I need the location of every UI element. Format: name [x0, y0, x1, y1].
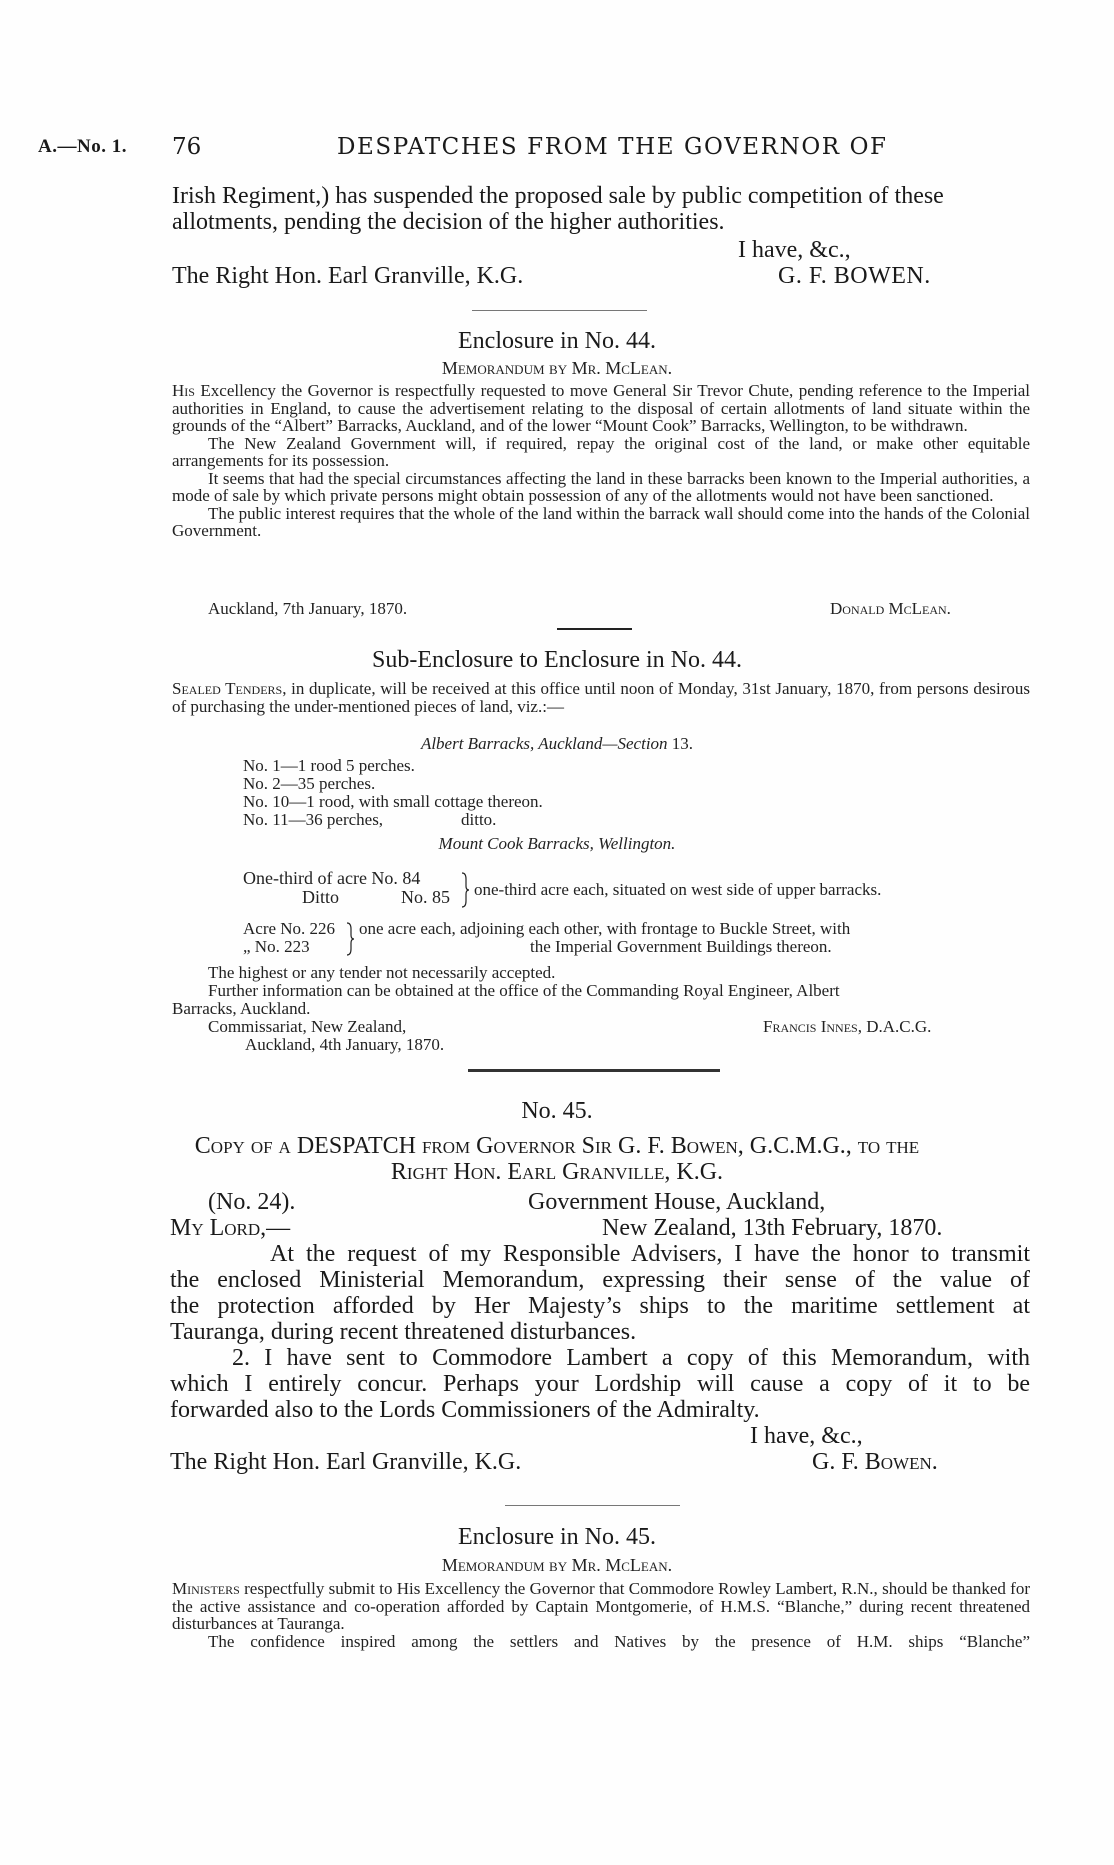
further-info-line-1: Further information can be obtained at the office of the Commanding Royal Engineer, Albert: [208, 981, 840, 1000]
list-item: No. 10—1 rood, with small cottage thereon.: [243, 792, 543, 811]
enclosure-45-memo-title: Memorandum by Mr. McLean.: [441, 1555, 673, 1575]
body-line: which I entirely concur. Perhaps your Lordship will cause a copy of it to be: [170, 1371, 1030, 1397]
enclosure-44-lead-word: His: [172, 381, 195, 400]
mount-cook-row-2-label: Ditto: [302, 887, 340, 907]
list-item: No. 11—36 perches,: [243, 810, 384, 829]
closing-i-have: I have, &c.,: [738, 237, 851, 263]
enclosure-44-para-3: It seems that had the special circumstances affecting the land in these barracks been known to the Imperial authorities, a mode of sale by which private persons might obtain possession of any of the allotments would not have been sanctioned.: [172, 468, 1030, 505]
despatch-45-title-line-2: [0, 1159, 1114, 1185]
body-line: At the request of my Responsible Advisers, I have the honor to transmit: [270, 1241, 1030, 1267]
body-line: forwarded also to the Lords Commissioners of the Admiralty.: [170, 1397, 760, 1423]
addressee: The Right Hon. Earl Granville, K.G.: [172, 263, 524, 289]
page-number: 76: [172, 134, 202, 160]
signature: G. F. BOWEN.: [778, 263, 931, 289]
ditto-mark: ditto.: [461, 810, 497, 829]
despatch-45-title-text: Copy of a DESPATCH from Governor Sir G. F. Bowen, G.C.M.G., to the: [194, 1133, 920, 1159]
continuation-line-2: allotments, pending the decision of the higher authorities.: [172, 209, 725, 235]
enclosure-44-memo-title: Memorandum by Mr. McLean.: [441, 358, 673, 378]
enclosure-45-lead-word: Ministers: [172, 1579, 240, 1598]
closing-i-have: I have, &c.,: [750, 1423, 863, 1449]
enclosure-44-para-4: The public interest requires that the whole of the land within the barrack wall should come into the hands of the Colonial Government.: [172, 503, 1030, 540]
divider: [505, 1505, 680, 1506]
albert-barracks-label: Albert Barracks, Auckland—Section: [420, 734, 668, 753]
enclosure-44-signature: Donald McLean.: [830, 599, 951, 618]
acre-row-1: Acre No. 226: [243, 919, 336, 938]
brace-icon: [345, 921, 355, 957]
sub-enclosure-heading: Sub-Enclosure to Enclosure in No. 44.: [372, 647, 742, 673]
divider: [557, 628, 632, 630]
sub-enclosure-intro-text: in duplicate, will be received at this office until noon of Monday, 31st January, 1870, from persons desirous of purchasing the under-mentioned pieces of land, viz.:—: [172, 679, 1030, 716]
enclosure-45-heading: Enclosure in No. 45.: [458, 1524, 656, 1550]
tender-note: The highest or any tender not necessarily accepted.: [208, 963, 556, 982]
body-line: the protection afforded by Her Majesty’s ships to the maritime settlement at: [170, 1293, 1030, 1319]
list-item: No. 2—35 perches.: [243, 774, 376, 793]
enclosure-45-para-2: The confidence inspired among the settlers and Natives by the presence of H.M. ships “Blanche”: [208, 1631, 1030, 1651]
signature: G. F. Bowen.: [812, 1449, 938, 1475]
enclosure-45-body: [172, 1580, 1030, 1650]
body-line: 2. I have sent to Commodore Lambert a copy of this Memorandum, with: [232, 1345, 1030, 1371]
enclosure-44-place-date: Auckland, 7th January, 1870.: [208, 599, 408, 618]
sub-enclosure-lead: Sealed Tenders,: [172, 679, 287, 698]
enclosure-45-para-1: [172, 1580, 1030, 1633]
sub-enclosure-intro: [172, 680, 1030, 715]
acre-description-line-2: the Imperial Government Buildings thereon.: [530, 937, 832, 956]
sub-enclosure-date: Auckland, 4th January, 1870.: [245, 1035, 445, 1054]
despatch-45-title-text-2: Right Hon. Earl Granville, K.G.: [390, 1159, 724, 1185]
albert-section-number: 13.: [671, 734, 694, 753]
body-line: Tauranga, during recent threatened disturbances.: [170, 1319, 637, 1345]
mount-cook-heading: Mount Cook Barracks, Wellington.: [438, 834, 676, 853]
enclosure-44-para-2: The New Zealand Government will, if required, repay the original cost of the land, or make other equitable arrangements for its possession.: [172, 433, 1030, 470]
continuation-line-1: Irish Regiment,) has suspended the proposed sale by public competition of these: [172, 183, 944, 209]
despatch-number: (No. 24).: [208, 1189, 296, 1215]
body-line: the enclosed Ministerial Memorandum, expressing their sense of the value of: [170, 1267, 1030, 1293]
divider: [472, 310, 647, 311]
enclosure-44-heading: Enclosure in No. 44.: [458, 328, 656, 354]
further-info-line-2: Barracks, Auckland.: [172, 999, 311, 1018]
document-reference: A.—No. 1.: [38, 136, 127, 157]
sub-enclosure-signature: Francis Innes, D.A.C.G.: [763, 1017, 932, 1036]
acre-description-line-1: one acre each, adjoining each other, with frontage to Buckle Street, with: [359, 919, 851, 938]
section-divider: [468, 1069, 720, 1072]
enclosure-44-para-1-text: Excellency the Governor is respectfully requested to move General Sir Trevor Chute, pending reference to the Imperial authorities in England, to cause the advertisement relating to the disposal of certain allotments of land situate within the grounds of the “Albert” Barracks, Auckland, and of the lower “Mount Cook” Barracks, Wellington, to be withdrawn.: [172, 381, 1031, 435]
government-house-line: Government House, Auckland,: [528, 1189, 826, 1215]
enclosure-44-para-1: [172, 382, 1030, 435]
albert-barracks-heading: [0, 735, 1114, 753]
running-title: DESPATCHES FROM THE GOVERNOR OF: [337, 134, 888, 160]
continuation-paragraph: [172, 183, 1030, 235]
enclosure-44-body: [172, 382, 1030, 540]
mount-cook-row-2-number: No. 85: [401, 887, 450, 907]
mount-cook-row-1: One-third of acre No. 84: [243, 868, 421, 888]
despatch-date: New Zealand, 13th February, 1870.: [602, 1215, 943, 1241]
enclosure-45-para-1-text: respectfully submit to His Excellency the Governor that Commodore Rowley Lambert, R.N., should be thanked for the active assistance and co-operation afforded by Captain Montgomerie, of H.M.S. “Blanche,” during recent threatened disturbances at Tauranga.: [172, 1579, 1031, 1633]
addressee: The Right Hon. Earl Granville, K.G.: [170, 1449, 522, 1475]
commissariat-line: Commissariat, New Zealand,: [208, 1017, 407, 1036]
mount-cook-description: one-third acre each, situated on west side of upper barracks.: [474, 880, 882, 899]
list-item: No. 1—1 rood 5 perches.: [243, 756, 415, 775]
brace-icon: [460, 871, 470, 909]
despatch-45-title-line-1: [0, 1133, 1114, 1159]
despatch-45-number: No. 45.: [521, 1098, 593, 1124]
acre-row-2: „ No. 223: [243, 937, 310, 956]
salutation: My Lord,—: [170, 1215, 291, 1241]
despatch-45-paragraph-2: [170, 1345, 1030, 1423]
despatch-45-paragraph-1: [170, 1241, 1030, 1345]
